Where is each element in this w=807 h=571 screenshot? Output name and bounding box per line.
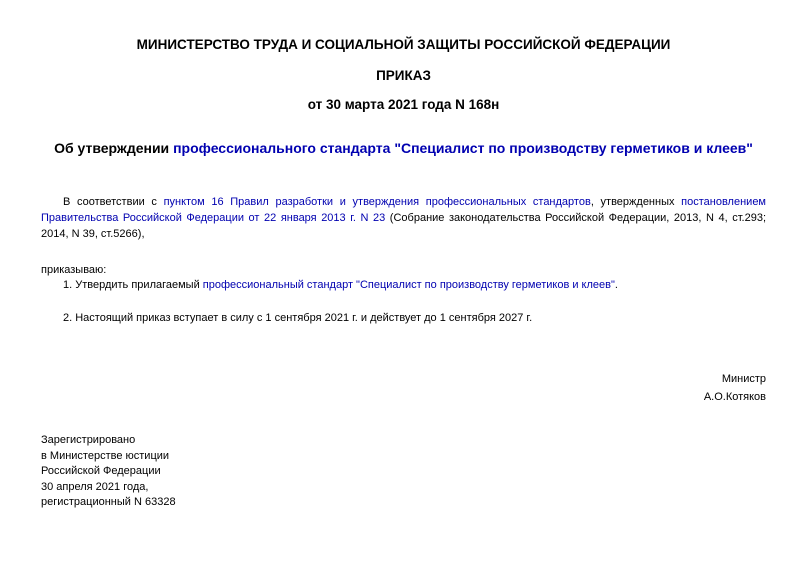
registration-line-3: Российской Федерации xyxy=(41,465,161,477)
signature-name: А.О.Котяков xyxy=(703,391,766,403)
registration-line-2: в Министерстве юстиции xyxy=(41,449,170,462)
order-word: приказываю: xyxy=(41,264,107,276)
item-1-text-1: 1. Утвердить прилагаемый xyxy=(63,279,203,291)
rules-link[interactable]: пунктом 16 Правил разработки и утверждения профессиональных стандартов xyxy=(163,196,591,208)
government-resolution-link[interactable]: постановлением Правительства Российской Федерации от 22 января 2013 г. N 23 xyxy=(41,196,766,224)
registration-line-4: 30 апреля 2021 года, xyxy=(41,480,149,493)
signature-position: Министр xyxy=(721,373,766,385)
registration-line-5: регистрационный N 63328 xyxy=(41,496,176,508)
document-date-number: от 30 марта 2021 года N 168н xyxy=(307,97,500,112)
title-standard-link[interactable]: профессионального стандарта "Специалист по производству герметиков и клеев" xyxy=(173,140,753,156)
preamble-text-3: (Собрание законодательства Российской Федерации, 2013, N 4, ст.293; 2014, N 39, ст.5266), xyxy=(41,212,766,240)
document-type-heading: ПРИКАЗ xyxy=(376,68,431,83)
document-title xyxy=(0,140,807,157)
ministry-heading: МИНИСТЕРСТВО ТРУДА И СОЦИАЛЬНОЙ ЗАЩИТЫ РОССИЙСКОЙ ФЕДЕРАЦИИ xyxy=(136,37,671,52)
order-item-2: 2. Настоящий приказ вступает в силу с 1 сентября 2021 г. и действует до 1 сентября 2027 г. xyxy=(63,312,533,324)
preamble-text-2: , утвержденных xyxy=(590,196,682,208)
title-prefix: Об утверждении xyxy=(54,140,174,156)
standard-link[interactable]: профессиональный стандарт "Специалист по производству герметиков и клеев" xyxy=(202,279,615,291)
item-1-text-2: . xyxy=(614,279,618,291)
order-item-1 xyxy=(63,277,763,293)
registration-line-1: Зарегистрировано xyxy=(41,434,136,446)
preamble-paragraph xyxy=(41,194,766,242)
preamble-text-1: В соответствии с xyxy=(63,196,164,208)
